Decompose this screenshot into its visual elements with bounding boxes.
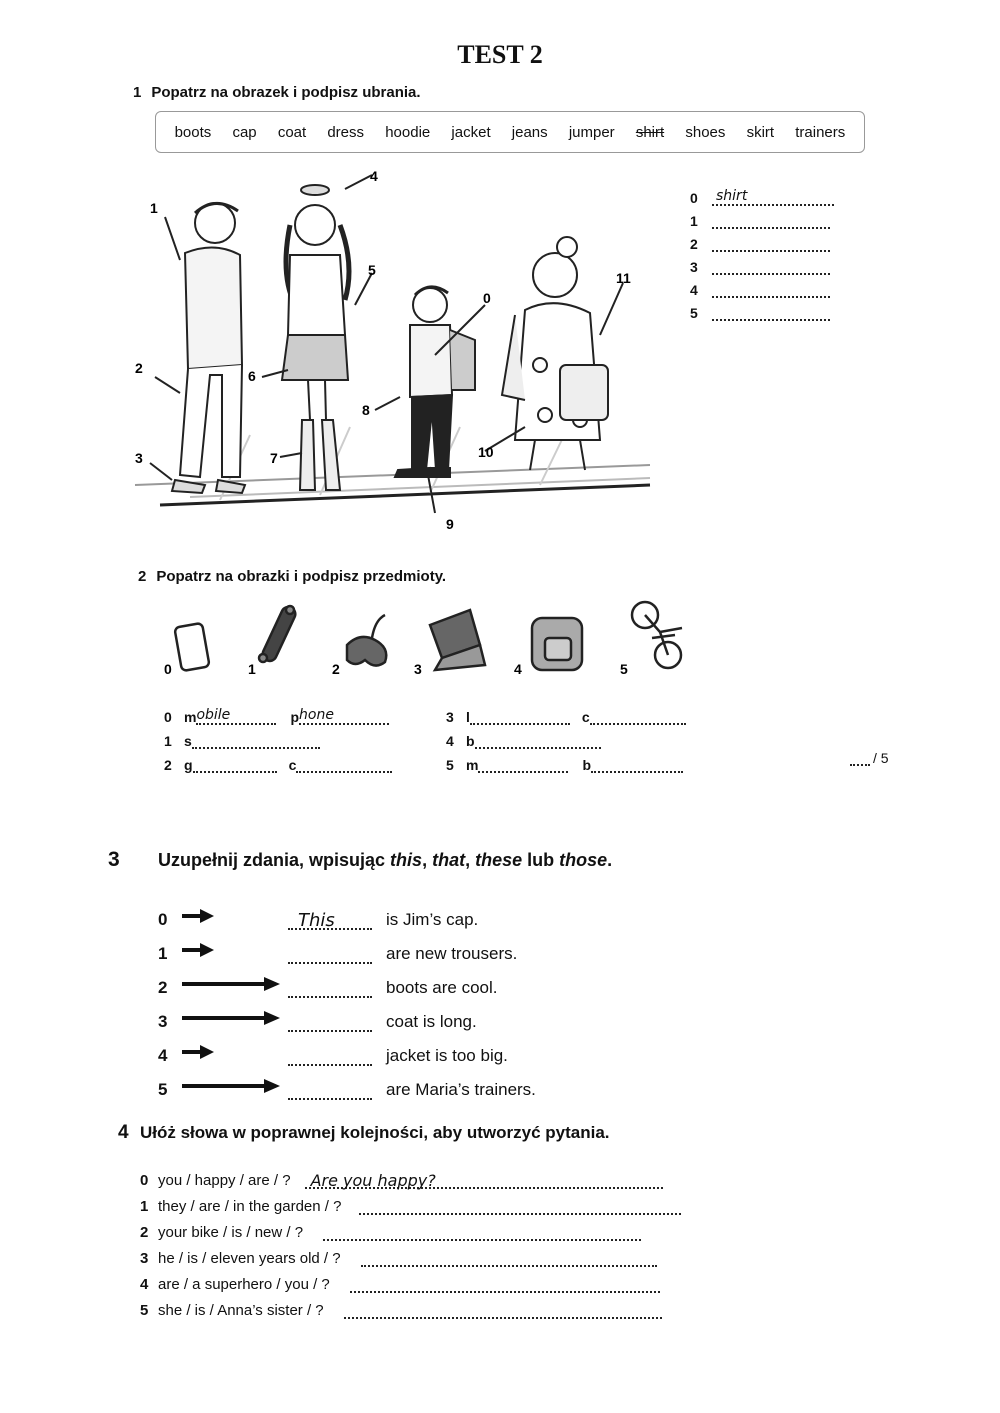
word-prompt: are / a superhero / you / ?: [158, 1276, 330, 1293]
answer-number: 4: [446, 733, 454, 749]
answer-number: 5: [446, 757, 454, 773]
callout-1: 1: [150, 200, 158, 216]
answer-field[interactable]: [288, 1044, 372, 1066]
answer-field[interactable]: [192, 731, 320, 749]
section4-heading: [118, 1122, 610, 1144]
sentence-text: are Maria’s trainers.: [386, 1080, 536, 1099]
word-prompt: your bike / is / new / ?: [158, 1224, 304, 1241]
item-number: 0: [158, 910, 168, 929]
answer-field[interactable]: [590, 707, 686, 725]
word-bank-item: jacket: [451, 123, 491, 141]
answer-row: [446, 725, 686, 749]
section2-instruction: Popatrz na obrazki i podpisz przedmioty.: [156, 568, 447, 585]
section1-answer-list: [690, 183, 840, 321]
callout-5: 5: [368, 262, 376, 278]
first-letter: l: [466, 709, 470, 725]
callout-2: 2: [135, 360, 143, 376]
answer-field[interactable]: shirt: [712, 188, 834, 206]
item-number: 3: [158, 1012, 168, 1031]
section1-number: 1: [133, 84, 142, 101]
answer-field[interactable]: [475, 731, 601, 749]
word-prompt: he / is / eleven years old / ?: [158, 1250, 341, 1267]
section2-number: 2: [138, 568, 147, 585]
answer-row: [164, 701, 392, 725]
first-letter: s: [184, 733, 192, 749]
answer-field[interactable]: [712, 234, 830, 252]
sentence-text: are new trousers.: [386, 944, 518, 963]
objects-pictures: [160, 600, 700, 685]
answer-row: [690, 298, 840, 321]
answer-field[interactable]: [712, 257, 830, 275]
clothes-illustration: [130, 165, 660, 535]
section4-items: [140, 1163, 681, 1319]
item-number: 5: [158, 1080, 168, 1099]
mobile-phone-icon: [174, 623, 209, 671]
answer-number: 3: [446, 709, 454, 725]
page-title: TEST 2: [457, 40, 543, 69]
callout-7: 7: [270, 450, 278, 466]
word-prompt: you / happy / are / ?: [158, 1172, 291, 1189]
keyword-these: these: [475, 850, 523, 870]
item-number: 5: [140, 1302, 149, 1319]
answer-field[interactable]: [288, 942, 372, 964]
laptop-icon: [430, 610, 485, 670]
section2-score: [850, 750, 889, 766]
answer-field[interactable]: [288, 976, 372, 998]
picture-number: 0: [164, 661, 172, 677]
answer-number: 5: [690, 305, 698, 321]
score-total: / 5: [873, 750, 889, 766]
word-bank-item: cap: [232, 123, 257, 141]
answer-row: [446, 701, 686, 725]
answer-field[interactable]: [361, 1247, 657, 1267]
word-bank-item: skirt: [746, 123, 775, 141]
section4-instruction: Ułóż słowa w poprawnej kolejności, aby utworzyć pytania.: [140, 1123, 610, 1142]
far-arrow-icon: [178, 1078, 288, 1100]
first-letter: b: [466, 733, 475, 749]
item-number: 2: [158, 978, 168, 997]
sentence-text: is Jim’s cap.: [386, 910, 479, 929]
answer-number: 0: [164, 709, 172, 725]
callout-11: 11: [616, 270, 631, 286]
callout-4: 4: [370, 168, 378, 184]
callout-9: 9: [446, 516, 454, 532]
first-letter: p: [290, 709, 300, 725]
answer-field[interactable]: [591, 755, 683, 773]
word-bank-item: hoodie: [385, 123, 431, 141]
section2-heading: [138, 568, 446, 585]
answer-field[interactable]: [344, 1299, 662, 1319]
answer-field[interactable]: [296, 755, 392, 773]
callout-3: 3: [135, 450, 143, 466]
answer-row: [690, 275, 840, 298]
answer-row: [164, 725, 392, 749]
word-bank-item: coat: [277, 123, 307, 141]
answer-field[interactable]: [470, 707, 570, 725]
item-number: 4: [140, 1276, 149, 1293]
sentence-row: [158, 896, 536, 930]
answer-field[interactable]: [478, 755, 568, 773]
backpack-icon: [532, 618, 582, 670]
instruction-text: .: [607, 850, 613, 870]
sentence-row: [158, 998, 536, 1032]
question-row: [140, 1215, 681, 1241]
section3-number: 3: [108, 848, 120, 871]
answer-row: [446, 749, 686, 773]
near-arrow-icon: [178, 908, 288, 930]
sentence-text: boots are cool.: [386, 978, 498, 997]
picture-number: 1: [248, 661, 256, 677]
skateboard-icon: [259, 605, 298, 663]
answer-number: 0: [690, 190, 698, 206]
picture-number: 4: [514, 661, 522, 677]
near-arrow-icon: [178, 942, 288, 964]
answer-field[interactable]: [193, 755, 277, 773]
answer-number: 1: [690, 213, 698, 229]
answer-number: 1: [164, 733, 172, 749]
answer-field[interactable]: [350, 1273, 660, 1293]
word-prompt: they / are / in the garden / ?: [158, 1198, 342, 1215]
callout-0: 0: [483, 290, 491, 306]
far-arrow-icon: [178, 976, 288, 998]
sentence-row: [158, 1032, 536, 1066]
question-row: [140, 1293, 681, 1319]
first-letter: m: [184, 709, 197, 725]
answer-field[interactable]: [712, 303, 830, 321]
item-number: 1: [158, 944, 168, 963]
question-row: [140, 1267, 681, 1293]
game-controller-icon: [347, 615, 386, 666]
word-bank-item: jumper: [568, 123, 615, 141]
sentence-text: jacket is too big.: [386, 1046, 508, 1065]
word-bank: [155, 111, 865, 153]
section1-instruction: Popatrz na obrazek i podpisz ubrania.: [151, 84, 421, 101]
question-row: [140, 1163, 681, 1189]
item-number: 0: [140, 1172, 149, 1189]
answer-number: 2: [164, 757, 172, 773]
keyword-that: that: [432, 850, 466, 870]
answer-number: 4: [690, 282, 698, 298]
answer-field[interactable]: obile: [196, 707, 276, 725]
answer-field[interactable]: [359, 1195, 681, 1215]
answer-field[interactable]: [288, 1078, 372, 1100]
section4-number: 4: [118, 1122, 129, 1143]
first-letter: b: [582, 757, 592, 773]
instruction-text: lub: [522, 850, 560, 870]
callout-8: 8: [362, 402, 370, 418]
first-letter: m: [466, 757, 479, 773]
near-arrow-icon: [178, 1044, 288, 1066]
answer-field[interactable]: Are you happy?: [305, 1171, 663, 1189]
callout-6: 6: [248, 368, 256, 384]
sentence-row: [158, 964, 536, 998]
section3-items: [158, 896, 536, 1100]
answer-row: [690, 229, 840, 252]
callout-10: 10: [478, 444, 494, 460]
section2-left-rows: [164, 701, 392, 773]
item-number: 3: [140, 1250, 149, 1267]
answer-number: 2: [690, 236, 698, 252]
far-arrow-icon: [178, 1010, 288, 1032]
first-letter: c: [288, 757, 297, 773]
answer-row: [164, 749, 392, 773]
picture-number: 2: [332, 661, 340, 677]
instruction-text: Uzupełnij zdania, wpisując: [158, 850, 391, 870]
question-row: [140, 1241, 681, 1267]
word-bank-item-struck: shirt: [635, 123, 665, 141]
first-letter: c: [581, 709, 590, 725]
answer-row: [690, 252, 840, 275]
answer-number: 3: [690, 259, 698, 275]
word-bank-item: trainers: [795, 123, 846, 141]
question-row: [140, 1189, 681, 1215]
word-bank-item: boots: [174, 123, 212, 141]
sentence-row: [158, 1066, 536, 1100]
answer-field[interactable]: [712, 280, 830, 298]
word-prompt: she / is / Anna’s sister / ?: [158, 1302, 324, 1319]
item-number: 4: [158, 1046, 168, 1065]
picture-number: 5: [620, 661, 628, 677]
keyword-those: those: [559, 850, 608, 870]
picture-number: 3: [414, 661, 422, 677]
item-number: 1: [140, 1198, 149, 1215]
answer-field[interactable]: hone: [299, 707, 389, 725]
word-bank-item: jeans: [511, 123, 548, 141]
word-bank-item: shoes: [685, 123, 726, 141]
answer-field[interactable]: [288, 1010, 372, 1032]
section3-heading: [108, 848, 612, 872]
sentence-text: coat is long.: [386, 1012, 477, 1031]
answer-field[interactable]: This: [288, 910, 372, 930]
instruction-separator: ,: [422, 850, 433, 870]
keyword-this: this: [390, 850, 423, 870]
score-field[interactable]: [850, 750, 870, 766]
first-letter: g: [184, 757, 193, 773]
sentence-row: [158, 930, 536, 964]
section3-instruction: [158, 850, 612, 871]
answer-row: [690, 183, 840, 206]
answer-field[interactable]: [323, 1221, 641, 1241]
word-bank-item: dress: [327, 123, 365, 141]
instruction-separator: ,: [465, 850, 476, 870]
answer-row: [690, 206, 840, 229]
section1-heading: [133, 84, 421, 101]
bike-icon: [632, 602, 682, 668]
section2-right-rows: [446, 701, 686, 773]
item-number: 2: [140, 1224, 149, 1241]
answer-field[interactable]: [712, 211, 830, 229]
